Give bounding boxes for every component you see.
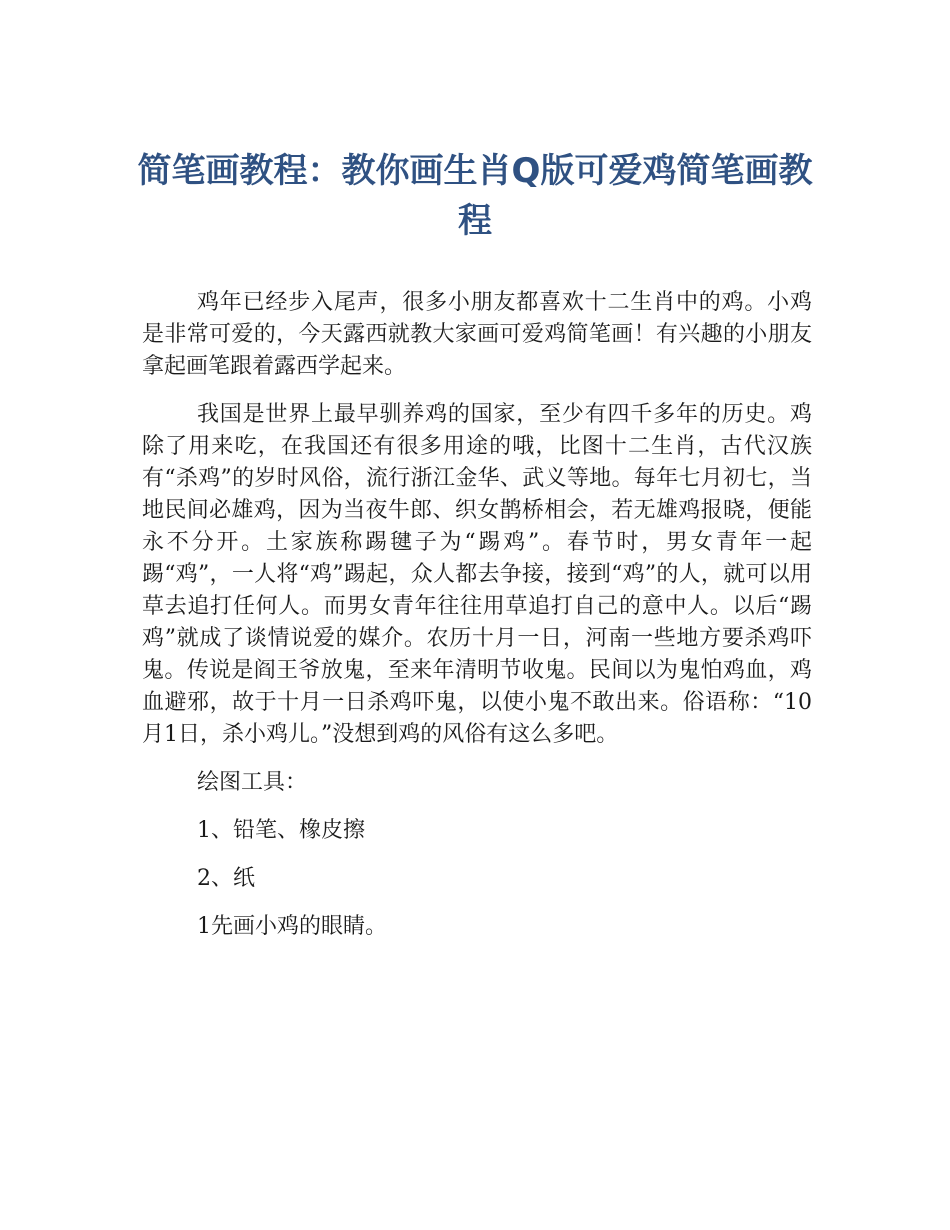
tool-item-paper: 2、纸 <box>197 866 255 891</box>
article-body <box>142 287 812 959</box>
tools-heading: 绘图工具： <box>197 770 308 795</box>
history-paragraph: 我国是世界上最早驯养鸡的国家，至少有四千多年的历史。鸡除了用来吃，在我国还有很多用途的哦，比图十二生肖，古代汉族有“杀鸡”的岁时风俗，流行浙江金华、武义等地。每年七月初七，当地民间必雄鸡，因为当夜牛郎、织女鹊桥相会，若无雄鸡报晓，便能永不分开。土家族称踢毽子为“踢鸡”。春节时，男女青年一起踢“鸡”，一人将“鸡”踢起，众人都去争接，接到“鸡”的人，就可以用草去追打任何人。而男女青年往往用草追打自己的意中人。以后“踢鸡”就成了谈情说爱的媒介。农历十月一日，河南一些地方要杀鸡吓鬼。传说是阎王爷放鬼，至来年清明节收鬼。民间以为鬼怕鸡血，鸡血避邪，故于十月一日杀鸡吓鬼，以使小鬼不敢出来。俗语称：“10月1日，杀小鸡儿。”没想到鸡的风俗有这么多吧。 <box>142 402 812 747</box>
tool-item-pencil-eraser: 1、铅笔、橡皮擦 <box>197 818 365 843</box>
page-title: 简笔画教程：教你画生肖Q版可爱鸡简笔画教程 <box>137 151 813 241</box>
step-1-text: 1先画小鸡的眼睛。 <box>197 914 387 939</box>
intro-paragraph: 鸡年已经步入尾声，很多小朋友都喜欢十二生肖中的鸡。小鸡是非常可爱的，今天露西就教大家画可爱鸡简笔画！有兴趣的小朋友拿起画笔跟着露西学起来。 <box>142 290 812 379</box>
